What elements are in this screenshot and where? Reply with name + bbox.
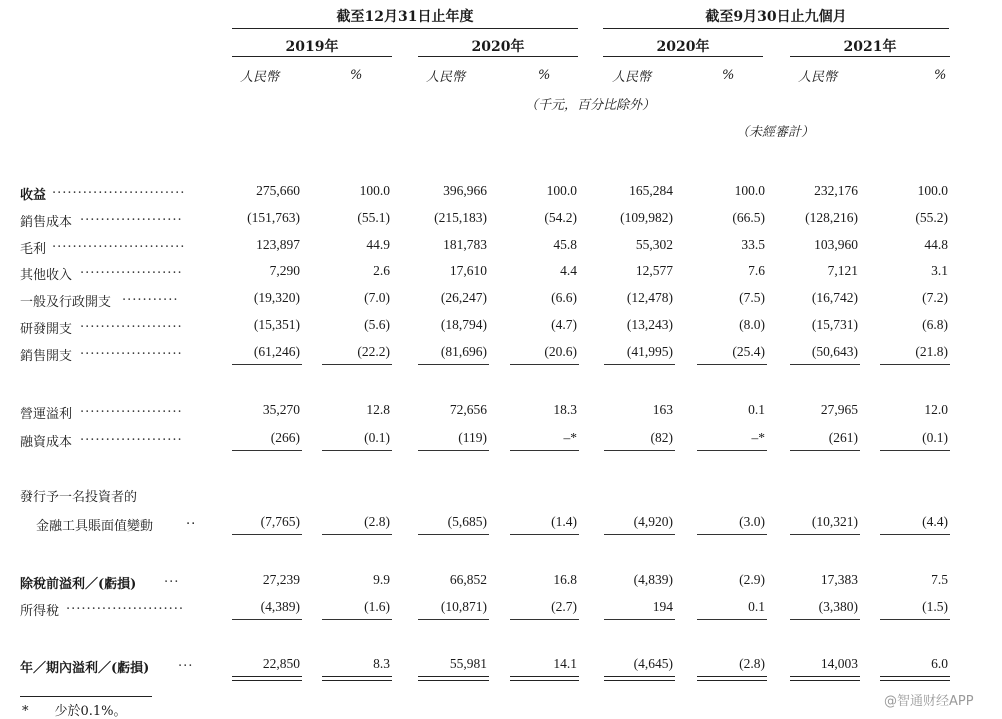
unaudited-note: （未經審計） <box>735 125 814 140</box>
dot-leader: ....................... <box>66 598 185 613</box>
table-cell: (4,389) <box>260 599 300 614</box>
subtotal-rule <box>604 364 675 365</box>
subtotal-rule <box>322 619 392 620</box>
table-cell: 72,656 <box>449 402 487 417</box>
dot-leader: ........... <box>122 289 179 304</box>
row-label: 營運溢利 <box>20 407 73 422</box>
dot-leader: .................... <box>80 401 183 416</box>
table-cell: (1.5) <box>922 599 948 614</box>
table-cell: (7.0) <box>364 290 390 305</box>
subtotal-rule <box>604 534 675 535</box>
dot-leader: ... <box>164 571 180 586</box>
dot-leader: .......................... <box>52 182 186 197</box>
table-cell: 16.8 <box>553 572 577 587</box>
unit-pct-3: % <box>722 68 735 83</box>
subtotal-rule <box>697 450 767 451</box>
table-cell: 8.3 <box>373 656 390 671</box>
table-cell: 17,610 <box>449 263 487 278</box>
unit-rmb-4: 人民幣 <box>798 70 838 85</box>
table-cell: (13,243) <box>626 317 673 332</box>
unit-rmb-2: 人民幣 <box>426 70 466 85</box>
year-rule-2020 <box>418 56 578 57</box>
table-cell: 7,290 <box>269 263 300 278</box>
units-note: （千元，百分比除外） <box>524 98 655 113</box>
table-cell: (50,643) <box>811 344 858 359</box>
subtotal-rule <box>510 619 579 620</box>
table-cell: 12,577 <box>635 263 673 278</box>
table-cell: (12,478) <box>626 290 673 305</box>
subtotal-rule <box>880 450 950 451</box>
row-label: 毛利 <box>20 242 47 257</box>
subtotal-rule <box>232 534 302 535</box>
dot-leader: ... <box>178 655 194 670</box>
dot-leader: .................... <box>80 316 183 331</box>
row-label: 年／期內溢利／(虧損) <box>20 661 150 676</box>
year-rule-2021 <box>790 56 950 57</box>
table-cell: (10,871) <box>440 599 487 614</box>
subtotal-rule <box>418 619 489 620</box>
table-cell: 55,981 <box>449 656 487 671</box>
table-cell: (4.7) <box>551 317 577 332</box>
dot-leader: .................... <box>80 343 183 358</box>
table-cell: 0.1 <box>748 599 765 614</box>
row-label: 發行予一名投資者的 <box>20 490 138 505</box>
table-cell: (22.2) <box>357 344 390 359</box>
table-cell: (261) <box>828 430 858 445</box>
row-label: 其他收入 <box>20 268 73 283</box>
row-label: 所得稅 <box>20 604 60 619</box>
table-cell: 9.9 <box>373 572 390 587</box>
year-header-2019: 2019年 <box>285 39 339 55</box>
table-cell: 14.1 <box>553 656 577 671</box>
table-cell: 275,660 <box>256 183 300 198</box>
table-cell: 17,383 <box>820 572 858 587</box>
subtotal-rule <box>322 364 392 365</box>
dot-leader: .................... <box>80 429 183 444</box>
table-cell: (128,216) <box>805 210 858 225</box>
subtotal-rule <box>790 534 860 535</box>
total-double-rule <box>418 676 489 681</box>
year-header-2021: 2021年 <box>843 39 897 55</box>
subtotal-rule <box>322 450 392 451</box>
table-cell: (7,765) <box>260 514 300 529</box>
table-cell: 22,850 <box>262 656 300 671</box>
table-cell: (15,351) <box>253 317 300 332</box>
year-header-2020: 2020年 <box>471 39 525 55</box>
table-cell: 194 <box>652 599 673 614</box>
subtotal-rule <box>604 450 675 451</box>
table-cell: 396,966 <box>443 183 487 198</box>
table-cell: (4,920) <box>633 514 673 529</box>
unit-rmb-3: 人民幣 <box>612 70 652 85</box>
row-label: 融資成本 <box>20 435 73 450</box>
subtotal-rule <box>880 534 950 535</box>
table-cell: (25.4) <box>732 344 765 359</box>
table-cell: 33.5 <box>741 237 765 252</box>
table-cell: (21.8) <box>915 344 948 359</box>
table-cell: (5.6) <box>364 317 390 332</box>
table-cell: (109,982) <box>620 210 673 225</box>
row-label: 銷售成本 <box>20 215 73 230</box>
table-cell: (119) <box>458 430 487 445</box>
total-double-rule <box>510 676 579 681</box>
table-cell: 27,965 <box>820 402 858 417</box>
table-cell: (8.0) <box>739 317 765 332</box>
table-cell: 163 <box>652 402 673 417</box>
group-rule-year-end <box>232 28 578 29</box>
table-cell: (16,742) <box>811 290 858 305</box>
table-cell: (7.5) <box>739 290 765 305</box>
unit-rmb-1: 人民幣 <box>240 70 280 85</box>
year-rule-2019 <box>232 56 392 57</box>
table-cell: 27,239 <box>262 572 300 587</box>
table-cell: 12.0 <box>924 402 948 417</box>
subtotal-rule <box>232 619 302 620</box>
total-double-rule <box>232 676 302 681</box>
table-cell: (61,246) <box>253 344 300 359</box>
row-label: 一般及行政開支 <box>20 295 112 310</box>
table-cell: (10,321) <box>811 514 858 529</box>
subtotal-rule <box>510 534 579 535</box>
table-cell: (18,794) <box>440 317 487 332</box>
row-label: 銷售開支 <box>20 349 73 364</box>
table-cell: (3,380) <box>818 599 858 614</box>
subtotal-rule <box>880 619 950 620</box>
table-cell: 100.0 <box>734 183 765 198</box>
table-cell: (2.7) <box>551 599 577 614</box>
table-cell: (3.0) <box>739 514 765 529</box>
group-header-nine-months: 截至9月30日止九個月 <box>705 9 847 25</box>
table-cell: 232,176 <box>814 183 858 198</box>
table-cell: (1.4) <box>551 514 577 529</box>
table-cell: 18.3 <box>553 402 577 417</box>
subtotal-rule <box>510 364 579 365</box>
table-cell: 100.0 <box>546 183 577 198</box>
table-cell: 44.9 <box>366 237 390 252</box>
subtotal-rule <box>232 364 302 365</box>
subtotal-rule <box>697 619 767 620</box>
table-cell: (6.8) <box>922 317 948 332</box>
subtotal-rule <box>418 534 489 535</box>
table-cell: 14,003 <box>820 656 858 671</box>
subtotal-rule <box>604 619 675 620</box>
table-cell: (7.2) <box>922 290 948 305</box>
table-cell: (55.2) <box>915 210 948 225</box>
footnote: * 少於0.1%。 <box>22 704 127 719</box>
unit-pct-4: % <box>934 68 947 83</box>
table-cell: (0.1) <box>364 430 390 445</box>
table-cell: 35,270 <box>262 402 300 417</box>
row-label-continued: 金融工具賬面值變動 <box>36 519 154 534</box>
table-cell: 12.8 <box>366 402 390 417</box>
table-cell: (0.1) <box>922 430 948 445</box>
subtotal-rule <box>790 364 860 365</box>
table-cell: (81,696) <box>440 344 487 359</box>
table-cell: 100.0 <box>359 183 390 198</box>
table-cell: (151,763) <box>247 210 300 225</box>
table-cell: (266) <box>270 430 300 445</box>
table-cell: 165,284 <box>629 183 673 198</box>
dot-leader: .......................... <box>52 236 186 251</box>
table-cell: 2.6 <box>373 263 390 278</box>
unit-pct-1: % <box>350 68 363 83</box>
dot-leader: .................... <box>80 262 183 277</box>
year-rule-2020-9m <box>603 56 763 57</box>
table-cell: 45.8 <box>553 237 577 252</box>
group-rule-nine-months <box>603 28 949 29</box>
subtotal-rule <box>697 534 767 535</box>
table-cell: 100.0 <box>917 183 948 198</box>
subtotal-rule <box>418 450 489 451</box>
table-cell: (4,839) <box>633 572 673 587</box>
table-cell: 0.1 <box>748 402 765 417</box>
dot-leader: .................... <box>80 209 183 224</box>
table-cell: (55.1) <box>357 210 390 225</box>
row-label: 除稅前溢利／(虧損) <box>20 577 137 592</box>
table-cell: –* <box>751 430 765 445</box>
watermark: @智通财经APP <box>884 694 974 709</box>
table-cell: (54.2) <box>544 210 577 225</box>
group-header-year-end: 截至12月31日止年度 <box>336 9 474 25</box>
table-cell: (2.8) <box>364 514 390 529</box>
subtotal-rule <box>418 364 489 365</box>
table-cell: 123,897 <box>256 237 300 252</box>
table-cell: 181,783 <box>443 237 487 252</box>
table-cell: (15,731) <box>811 317 858 332</box>
table-cell: 66,852 <box>449 572 487 587</box>
row-label: 研發開支 <box>20 322 73 337</box>
table-cell: (2.8) <box>739 656 765 671</box>
subtotal-rule <box>697 364 767 365</box>
unit-pct-2: % <box>538 68 551 83</box>
table-cell: 44.8 <box>924 237 948 252</box>
table-cell: (2.9) <box>739 572 765 587</box>
table-cell: 4.4 <box>560 263 577 278</box>
table-cell: –* <box>563 430 577 445</box>
table-cell: (20.6) <box>544 344 577 359</box>
subtotal-rule <box>510 450 579 451</box>
subtotal-rule <box>880 364 950 365</box>
total-double-rule <box>604 676 675 681</box>
total-double-rule <box>697 676 767 681</box>
table-cell: (82) <box>650 430 673 445</box>
table-cell: (4,645) <box>633 656 673 671</box>
table-cell: (41,995) <box>626 344 673 359</box>
table-cell: 3.1 <box>931 263 948 278</box>
table-cell: 103,960 <box>814 237 858 252</box>
table-cell: 55,302 <box>635 237 673 252</box>
table-cell: (5,685) <box>447 514 487 529</box>
table-cell: (6.6) <box>551 290 577 305</box>
total-double-rule <box>322 676 392 681</box>
table-cell: (1.6) <box>364 599 390 614</box>
subtotal-rule <box>232 450 302 451</box>
subtotal-rule <box>790 619 860 620</box>
total-double-rule <box>790 676 860 681</box>
table-cell: 7.6 <box>748 263 765 278</box>
table-cell: (4.4) <box>922 514 948 529</box>
table-cell: (66.5) <box>732 210 765 225</box>
subtotal-rule <box>322 534 392 535</box>
year-header-2020-9m: 2020年 <box>656 39 710 55</box>
dot-leader: .. <box>186 513 197 528</box>
table-cell: (26,247) <box>440 290 487 305</box>
table-cell: (19,320) <box>253 290 300 305</box>
footnote-rule <box>20 696 152 697</box>
table-cell: (215,183) <box>434 210 487 225</box>
total-double-rule <box>880 676 950 681</box>
subtotal-rule <box>790 450 860 451</box>
table-cell: 7,121 <box>827 263 858 278</box>
table-cell: 7.5 <box>931 572 948 587</box>
table-cell: 6.0 <box>931 656 948 671</box>
row-label: 收益 <box>20 188 47 203</box>
